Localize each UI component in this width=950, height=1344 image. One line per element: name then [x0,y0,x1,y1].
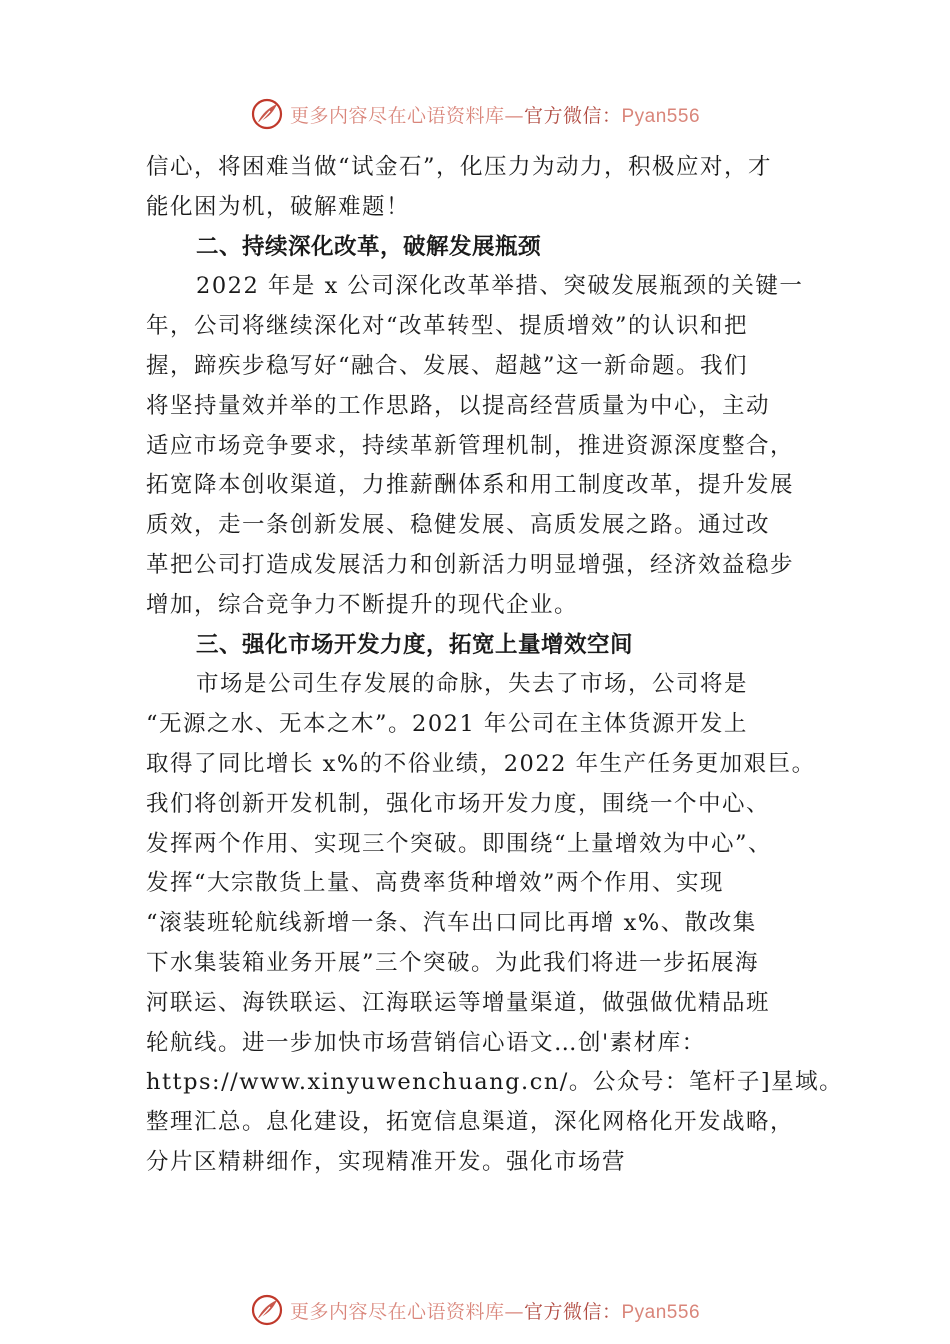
paragraph-line: 下水集装箱业务开展”三个突破。为此我们将进一步拓展海 [146,949,760,976]
paragraph-line: 我们将创新开发机制，强化市场开发力度，围绕一个中心、 [146,790,771,817]
paragraph-line: 分片区精耕细作，实现精准开发。强化市场营 [146,1148,627,1175]
paragraph-line: 市场是公司生存发展的命脉，失去了市场，公司将是 [196,671,749,698]
banner-main-text: 更多内容尽在心语资料库 [289,104,505,127]
banner-main-text: 更多内容尽在心语资料库 [289,1300,505,1323]
banner-text [290,101,700,128]
paragraph-line: 年，公司将继续深化对“改革转型、提质增效”的认识和把 [146,313,749,340]
paragraph-line: 握，蹄疾步稳写好“融合、发展、超越”这一新命题。我们 [146,352,749,379]
paragraph-line: https://www.xinyuwenchuang.cn/。公众号：笔杆子]星域。 [146,1069,844,1096]
banner-wechat-label: 官方微信： [523,1300,622,1323]
paragraph-line: 整理汇总。息化建设，拓宽信息渠道，深化网格化开发战略， [146,1109,795,1136]
header-banner [0,94,950,134]
banner-dash: — [504,1300,524,1323]
banner-dash: — [504,104,524,127]
banner-wechat-id: Pyan556 [621,1301,701,1323]
banner-wechat-label: 官方微信： [523,104,622,127]
paragraph-line: 发挥“大宗散货上量、高费率货种增效”两个作用、实现 [146,870,725,897]
paragraph-line: 信心，将困难当做“试金石”，化压力为动力，积极应对，才 [146,154,773,180]
paragraph-line: 拓宽降本创收渠道，力推薪酬体系和用工制度改革，提升发展 [146,472,795,499]
paragraph-line: 增加，综合竞争力不断提升的现代企业。 [146,591,579,618]
section-heading: 三、强化市场开发力度，拓宽上量增效空间 [196,631,634,658]
banner-wechat-id: Pyan556 [621,105,701,127]
paragraph-line: 将坚持量效并举的工作思路，以提高经营质量为中心，主动 [146,392,771,419]
footer-banner [0,1290,950,1330]
paragraph-line: 2022 年是 x 公司深化改革举措、突破发展瓶颈的关键一 [196,273,804,300]
paragraph-line: 能化困为机，破解难题！ [146,193,411,220]
document-body [146,148,844,1183]
paragraph-line: 轮航线。进一步加快市场营销信心语文…创'素材库： [146,1029,706,1056]
paragraph-line: 发挥两个作用、实现三个突破。即围绕“上量增效为中心”、 [146,830,773,857]
paragraph-line: 河联运、海铁联运、江海联运等增量渠道，做强做优精品班 [146,989,771,1016]
banner-text [290,1297,700,1324]
paragraph-line: 取得了同比增长 x%的不俗业绩，2022 年生产任务更加艰巨。 [146,750,816,777]
section-heading: 二、持续深化改革，破解发展瓶颈 [196,233,542,260]
paragraph-line: “滚装班轮航线新增一条、汽车出口同比再增 x%、散改集 [146,910,757,937]
paragraph-line: 适应市场竞争要求，持续革新管理机制，推进资源深度整合， [146,432,795,459]
quill-logo-icon [250,97,284,131]
quill-logo-icon [250,1293,284,1327]
paragraph-line: 革把公司打造成发展活力和创新活力明显增强，经济效益稳步 [146,551,795,578]
paragraph-line: 质效，走一条创新发展、稳健发展、高质发展之路。通过改 [146,512,771,539]
paragraph-line: “无源之水、无本之木”。2021 年公司在主体货源开发上 [146,711,748,738]
